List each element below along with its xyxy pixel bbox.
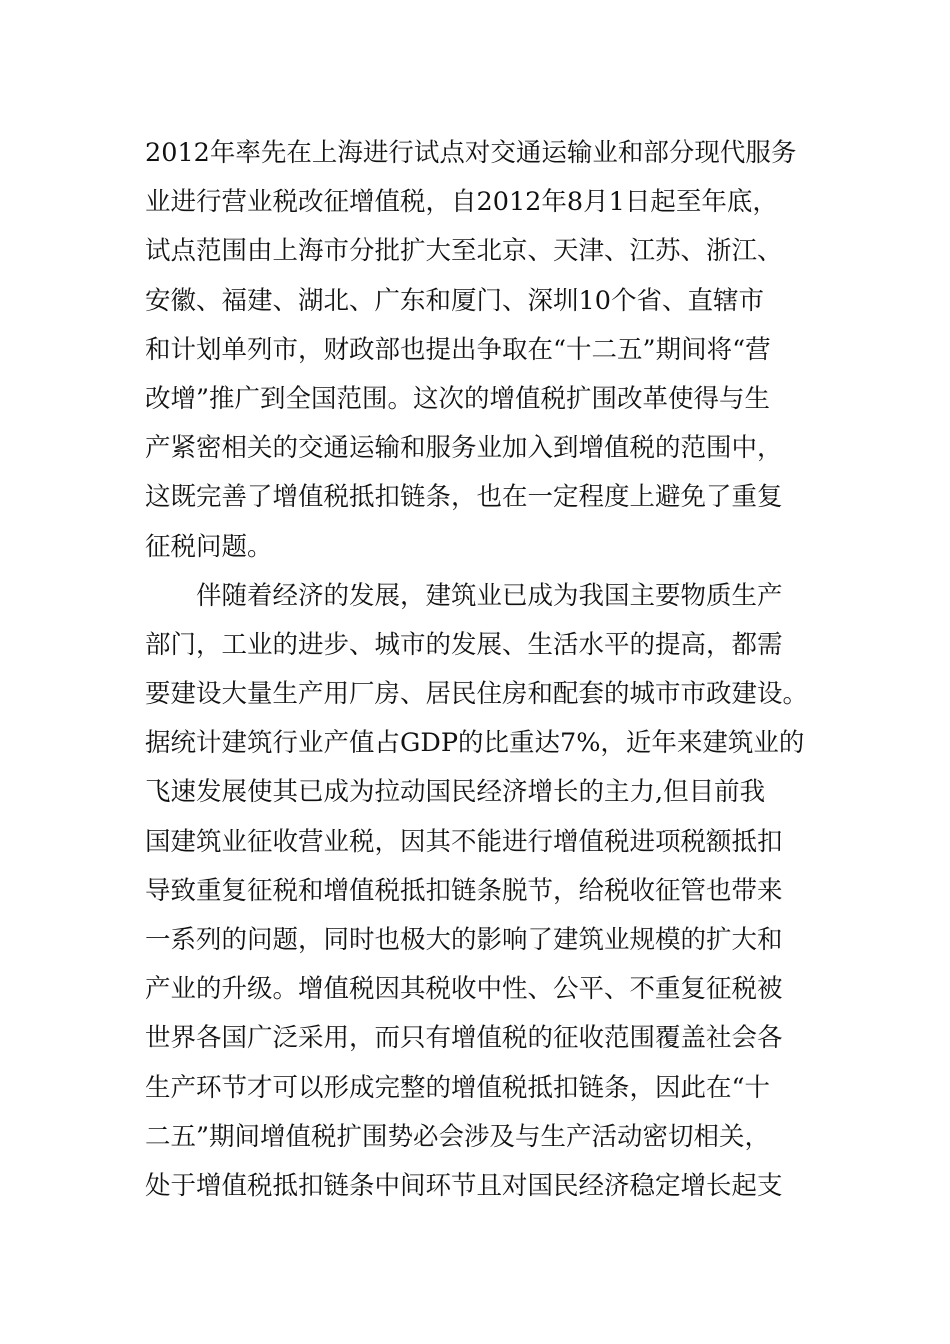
text-line-first: 伴随着经济的发展，建筑业已成为我国主要物质生产	[196, 580, 783, 611]
text-line: 导致重复征税和增值税抵扣链条脱节，给税收征管也带来	[145, 875, 783, 906]
document-body	[145, 133, 825, 1215]
text-line: 要建设大量生产用厂房、居民住房和配套的城市市政建设。	[145, 679, 809, 710]
text-line: 飞速发展使其已成为拉动国民经济增长的主力,但目前我	[145, 777, 766, 808]
text-line: 世界各国广泛采用，而只有增值税的征收范围覆盖社会各	[145, 1023, 783, 1054]
text-line: 产业的升级。增值税因其税收中性、公平、不重复征税被	[145, 974, 783, 1005]
text-line: 征税问题。	[145, 531, 273, 562]
text-line: 据统计建筑行业产值占GDP的比重达7%，近年来建筑业的	[145, 728, 805, 759]
text-line: 产紧密相关的交通运输和服务业加入到增值税的范围中，	[145, 433, 783, 464]
text-line: 试点范围由上海市分批扩大至北京、天津、江苏、浙江、	[145, 236, 783, 267]
text-line: 二五”期间增值税扩围势必会涉及与生产活动密切相关，	[145, 1121, 771, 1152]
text-line: 生产环节才可以形成完整的增值税抵扣链条，因此在“十	[145, 1072, 771, 1103]
paragraph-1	[145, 133, 825, 576]
paragraph-2	[145, 576, 825, 1215]
text-line: 国建筑业征收营业税，因其不能进行增值税进项税额抵扣	[145, 826, 783, 857]
text-line: 一系列的问题，同时也极大的影响了建筑业规模的扩大和	[145, 925, 783, 955]
text-line: 业进行营业税改征增值税，自2012年8月1日起至年底，	[145, 187, 778, 218]
text-line: 和计划单列市，财政部也提出争取在“十二五”期间将“营	[145, 334, 771, 365]
text-line: 处于增值税抵扣链条中间环节且对国民经济稳定增长起支	[145, 1170, 783, 1201]
text-line: 安徽、福建、湖北、广东和厦门、深圳10个省、直辖市	[145, 285, 764, 316]
text-line: 改增”推广到全国范围。这次的增值税扩围改革使得与生	[145, 383, 771, 414]
text-line: 2012年率先在上海进行试点对交通运输业和部分现代服务	[145, 138, 797, 168]
text-line: 这既完善了增值税抵扣链条，也在一定程度上避免了重复	[145, 482, 783, 513]
text-line: 部门，工业的进步、城市的发展、生活水平的提高，都需	[145, 629, 783, 660]
